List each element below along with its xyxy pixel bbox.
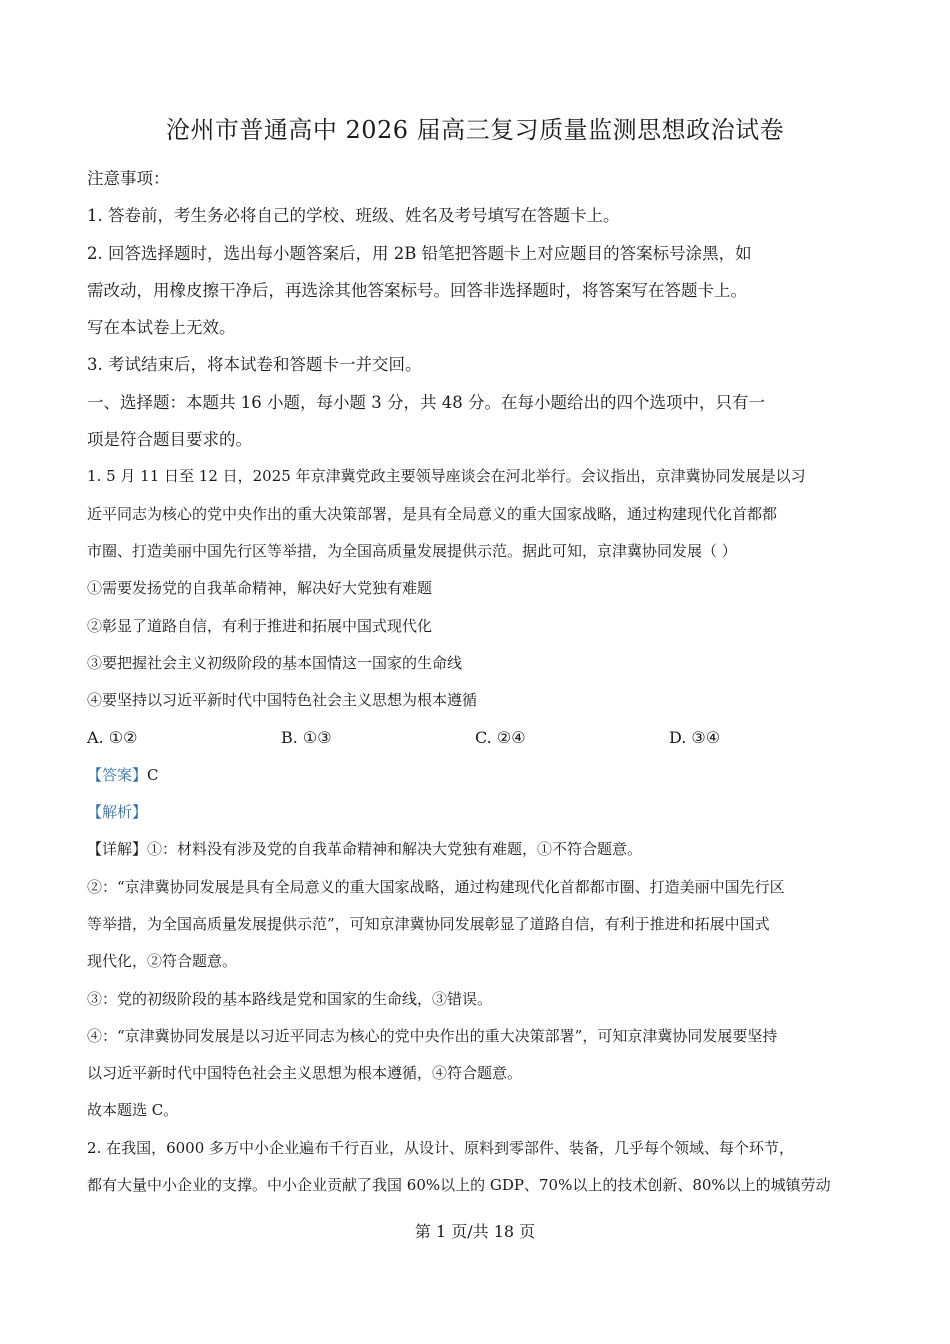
q1-statement-3: ③要把握社会主义初级阶段的基本国情这一国家的生命线 xyxy=(87,653,463,672)
q1-detail-4: 现代化，②符合题意。 xyxy=(87,952,238,971)
q1-analysis xyxy=(87,794,869,831)
notice-heading: 注意事项： xyxy=(87,169,170,188)
notice-item-1: 1. 答卷前，考生务必将自己的学校、班级、姓名及考号填写在答题卡上。 xyxy=(87,206,620,226)
q1-answer xyxy=(87,757,869,794)
notice-item-3: 3. 考试结束后，将本试卷和答题卡一并交回。 xyxy=(87,355,422,375)
notice-item-2: 2. 回答选择题时，选出每小题答案后，用 2B 铅笔把答题卡上对应题目的答案标号涂黑，如 xyxy=(87,243,752,263)
answer-tag: 【答案】 xyxy=(87,765,148,784)
q1-option-c: C. ②④ xyxy=(475,728,526,748)
q1-stem-line-2: 近平同志为核心的党中央作出的重大决策部署，是具有全局意义的重大国家战略，通过构建现代化首都都 xyxy=(87,504,778,523)
q1-statement-4: ④要坚持以习近平新时代中国特色社会主义思想为根本遵循 xyxy=(87,691,478,710)
q1-option-b: B. ①③ xyxy=(281,728,332,748)
q1-detail-1 xyxy=(87,831,869,868)
q1-option-d: D. ③④ xyxy=(669,728,721,748)
q1-conclusion: 故本题选 C。 xyxy=(87,1101,179,1120)
detail-text: ①：材料没有涉及党的自我革命精神和解决大党独有难题，①不符合题意。 xyxy=(147,840,643,859)
q1-options xyxy=(87,719,869,756)
answer-value: C xyxy=(147,765,159,784)
notice-item-2-end: 写在本试卷上无效。 xyxy=(87,318,236,338)
q1-option-a: A. ①② xyxy=(87,728,138,748)
q1-detail-6: ④：“京津冀协同发展是以习近平同志为核心的党中央作出的重大决策部署”，可知京津冀协同发展要坚持 xyxy=(87,1026,778,1045)
analysis-tag: 【解析】 xyxy=(87,803,148,822)
q2-stem-line-1: 2. 在我国，6000 多万中小企业遍布千行百业，从设计、原料到零部件、装备，几乎每个领域、每个环节， xyxy=(87,1138,795,1157)
q1-statement-2: ②彰显了道路自信，有利于推进和拓展中国式现代化 xyxy=(87,616,433,635)
detail-tag: 【详解】 xyxy=(87,840,148,859)
q2-stem-line-2: 都有大量中小企业的支撑。中小企业贡献了我国 60%以上的 GDP、70%以上的技术创新、80%以上的城镇劳动 xyxy=(87,1176,831,1195)
notice-item-2-cont: 需改动，用橡皮擦干净后，再选涂其他答案标号。回答非选择题时，将答案写在答题卡上。 xyxy=(87,280,747,300)
section-heading: 一、选择题：本题共 16 小题，每小题 3 分，共 48 分。在每小题给出的四个选项中，只有一 xyxy=(87,392,765,412)
q1-stem-line-3: 市圈、打造美丽中国先行区等举措，为全国高质量发展提供示范。据此可知，京津冀协同发展（ ） xyxy=(87,541,737,560)
document-body xyxy=(87,160,869,1204)
page-number: 第 1 页/共 18 页 xyxy=(414,1222,536,1241)
q1-detail-7: 以习近平新时代中国特色社会主义思想为根本遵循，④符合题意。 xyxy=(87,1064,523,1083)
q1-statement-1: ①需要发扬党的自我革命精神，解决好大党独有难题 xyxy=(87,579,433,598)
q1-detail-2: ②：“京津冀协同发展是具有全局意义的重大国家战略，通过构建现代化首都都市圈、打造美丽中国先行区 xyxy=(87,877,785,896)
page-title: 沧州市普通高中 2026 届高三复习质量监测思想政治试卷 xyxy=(165,116,785,144)
q1-detail-3: 等举措，为全国高质量发展提供示范”，可知京津冀协同发展彰显了道路自信，有利于推进和拓展中国式 xyxy=(87,914,770,933)
section-heading-cont: 项是符合题目要求的。 xyxy=(87,430,252,450)
q1-stem-line-1: 1. 5 月 11 日至 12 日，2025 年京津冀党政主要领导座谈会在河北举行。会议指出，京津冀协同发展是以习 xyxy=(87,467,806,486)
q1-detail-5: ③：党的初级阶段的基本路线是党和国家的生命线，③错误。 xyxy=(87,989,493,1008)
